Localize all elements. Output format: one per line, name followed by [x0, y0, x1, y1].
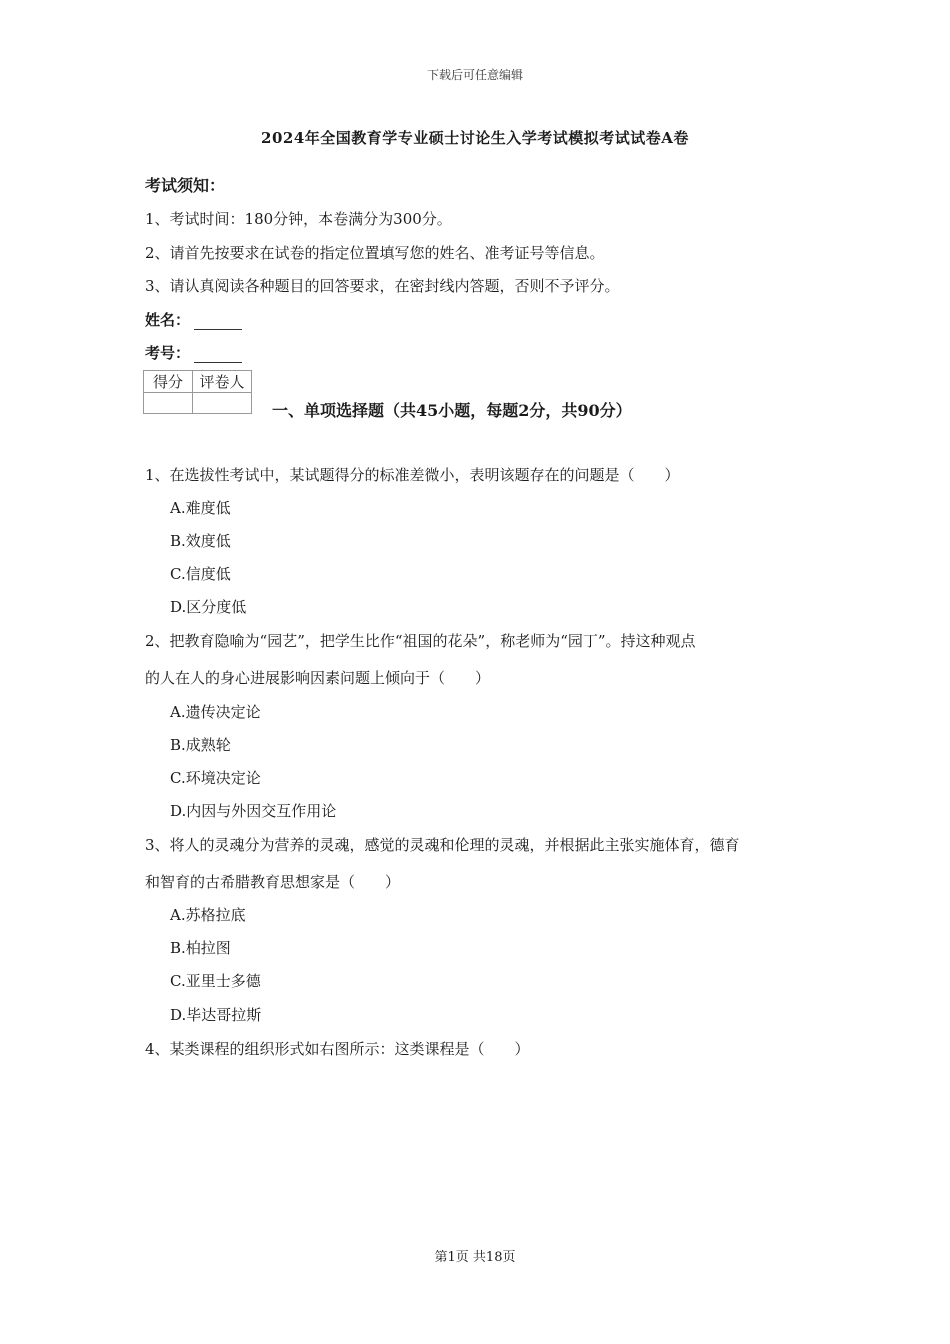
question-2-option[interactable]: A.遗传决定论: [170, 703, 261, 721]
question-2-option[interactable]: D.内因与外因交互作用论: [170, 802, 337, 820]
document-title: 2024年全国教育学专业硕士讨论生入学考试模拟考试试卷A卷: [261, 129, 689, 147]
notice-item: 1、考试时间：180分钟，本卷满分为300分。: [145, 210, 452, 228]
name-label: 姓名：: [145, 311, 191, 329]
question-3-option[interactable]: A.苏格拉底: [170, 906, 246, 924]
id-blank[interactable]: [194, 348, 242, 363]
question-4-text: 4、某类课程的组织形式如右图所示：这类课程是（ ）: [145, 1040, 530, 1058]
question-3-option[interactable]: C.亚里士多德: [170, 972, 261, 990]
question-2-option[interactable]: B.成熟轮: [170, 736, 231, 754]
notice-item: 2、请首先按要求在试卷的指定位置填写您的姓名、准考证号等信息。: [145, 244, 605, 262]
grader-cell[interactable]: [193, 393, 252, 414]
score-table: [143, 370, 252, 414]
score-header: 得分: [144, 371, 193, 393]
notice-item: 3、请认真阅读各种题目的回答要求，在密封线内答题，否则不予评分。: [145, 277, 620, 295]
score-cell[interactable]: [144, 393, 193, 414]
question-3-text: 和智育的古希腊教育思想家是（ ）: [145, 873, 401, 891]
grader-header: 评卷人: [193, 371, 252, 393]
id-field: [145, 342, 242, 363]
notice-heading: 考试须知：: [145, 176, 226, 195]
question-3-option[interactable]: D.毕达哥拉斯: [170, 1006, 262, 1024]
question-2-text: 2、把教育隐喻为“园艺”，把学生比作“祖国的花朵”，称老师为“园丁”。持这种观点: [145, 632, 696, 650]
id-label: 考号：: [145, 344, 191, 362]
question-1-option[interactable]: C.信度低: [170, 565, 231, 583]
question-2-option[interactable]: C.环境决定论: [170, 769, 261, 787]
question-1-option[interactable]: B.效度低: [170, 532, 231, 550]
name-field: [145, 309, 242, 330]
question-1-text: 1、在选拔性考试中，某试题得分的标准差微小，表明该题存在的问题是（ ）: [145, 466, 680, 484]
question-3-option[interactable]: B.柏拉图: [170, 939, 231, 957]
question-3-text: 3、将人的灵魂分为营养的灵魂，感觉的灵魂和伦理的灵魂，并根据此主张实施体育，德育: [145, 836, 740, 854]
header-note: 下载后可任意编辑: [426, 68, 523, 82]
question-2-text: 的人在人的身心进展影响因素问题上倾向于（ ）: [145, 669, 491, 687]
question-1-option[interactable]: D.区分度低: [170, 598, 247, 616]
section-title: 一、单项选择题（共45小题，每题2分，共90分）: [272, 401, 632, 420]
page-footer: 第1页 共18页: [434, 1250, 516, 1265]
question-1-option[interactable]: A.难度低: [170, 499, 231, 517]
name-blank[interactable]: [194, 315, 242, 330]
